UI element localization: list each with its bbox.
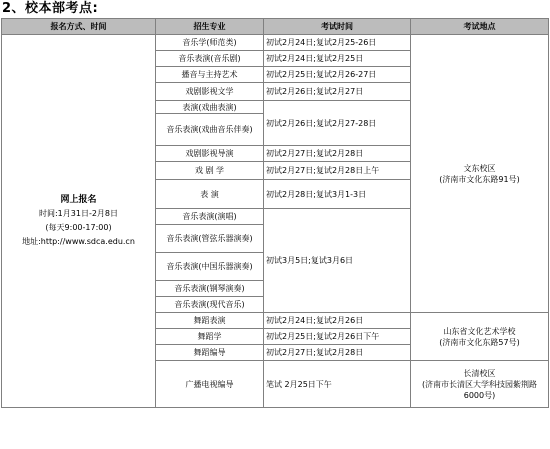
time-cell: 初试2月25日;复试2月26-27日 xyxy=(264,67,411,83)
header-exam-time: 考试时间 xyxy=(264,19,411,35)
time-cell: 初试2月26日;复试2月27-28日 xyxy=(264,101,411,146)
exam-schedule-table xyxy=(1,18,549,408)
time-cell: 初试2月27日;复试2月28日 xyxy=(264,345,411,361)
time-cell: 初试2月25日;复试2月26日下午 xyxy=(264,329,411,345)
location-name: 山东省文化艺术学校 xyxy=(443,326,516,336)
major-cell: 播音与主持艺术 xyxy=(156,67,264,83)
major-cell: 音乐表演(中国乐器演奏) xyxy=(156,253,264,281)
major-cell: 音乐表演(管弦乐器演奏) xyxy=(156,225,264,253)
time-cell: 初试2月24日;复试2月25日 xyxy=(264,51,411,67)
section-heading: 2、校本部考点: xyxy=(2,1,99,16)
time-cell: 初试2月27日;复试2月28日上午 xyxy=(264,162,411,180)
major-cell: 表 演 xyxy=(156,180,264,209)
major-cell: 表演(戏曲表演) xyxy=(156,101,264,114)
header-major: 招生专业 xyxy=(156,19,264,35)
major-cell: 音乐表演(现代音乐) xyxy=(156,297,264,313)
major-cell: 音乐学(师范类) xyxy=(156,35,264,51)
major-cell: 广播电视编导 xyxy=(156,361,264,408)
registration-hours: (每天9:00-17:00) xyxy=(45,223,112,232)
major-cell: 音乐表演(演唱) xyxy=(156,209,264,225)
registration-cell xyxy=(2,35,156,408)
time-cell: 笔试 2月25日下午 xyxy=(264,361,411,408)
major-cell: 舞蹈编导 xyxy=(156,345,264,361)
registration-address: 地址:http://www.sdca.edu.cn xyxy=(22,237,135,246)
time-cell: 初试2月27日;复试2月28日 xyxy=(264,146,411,162)
location-name: 长清校区 xyxy=(463,368,496,378)
time-cell: 初试3月5日;复试3月6日 xyxy=(264,209,411,313)
registration-time: 时间:1月31日-2月8日 xyxy=(38,209,119,218)
header-exam-location: 考试地点 xyxy=(411,19,549,35)
time-cell: 初试2月26日;复试2月27日 xyxy=(264,83,411,101)
registration-title: 网上报名 xyxy=(60,195,97,205)
location-address: (济南市文化东路57号) xyxy=(439,337,520,347)
time-cell: 初试2月24日;复试2月25-26日 xyxy=(264,35,411,51)
major-cell: 戏 剧 学 xyxy=(156,162,264,180)
location-address: (济南市长清区大学科技园紫荆路6000号) xyxy=(421,379,538,400)
time-cell: 初试2月28日;复试3月1-3日 xyxy=(264,180,411,209)
location-changqing xyxy=(411,361,549,408)
major-cell: 音乐表演(钢琴演奏) xyxy=(156,281,264,297)
header-registration: 报名方式、时间 xyxy=(2,19,156,35)
major-cell: 舞蹈学 xyxy=(156,329,264,345)
major-cell: 戏剧影视导演 xyxy=(156,146,264,162)
major-cell: 音乐表演(戏曲音乐伴奏) xyxy=(156,114,264,146)
location-wendong xyxy=(411,35,549,313)
location-name: 文东校区 xyxy=(463,163,496,173)
time-cell: 初试2月24日;复试2月26日 xyxy=(264,313,411,329)
header-row xyxy=(2,19,549,35)
major-cell: 音乐表演(音乐剧) xyxy=(156,51,264,67)
table-row xyxy=(2,35,549,51)
location-wenyi xyxy=(411,313,549,361)
location-address: (济南市文化东路91号) xyxy=(439,174,520,184)
major-cell: 舞蹈表演 xyxy=(156,313,264,329)
major-cell: 戏剧影视文学 xyxy=(156,83,264,101)
